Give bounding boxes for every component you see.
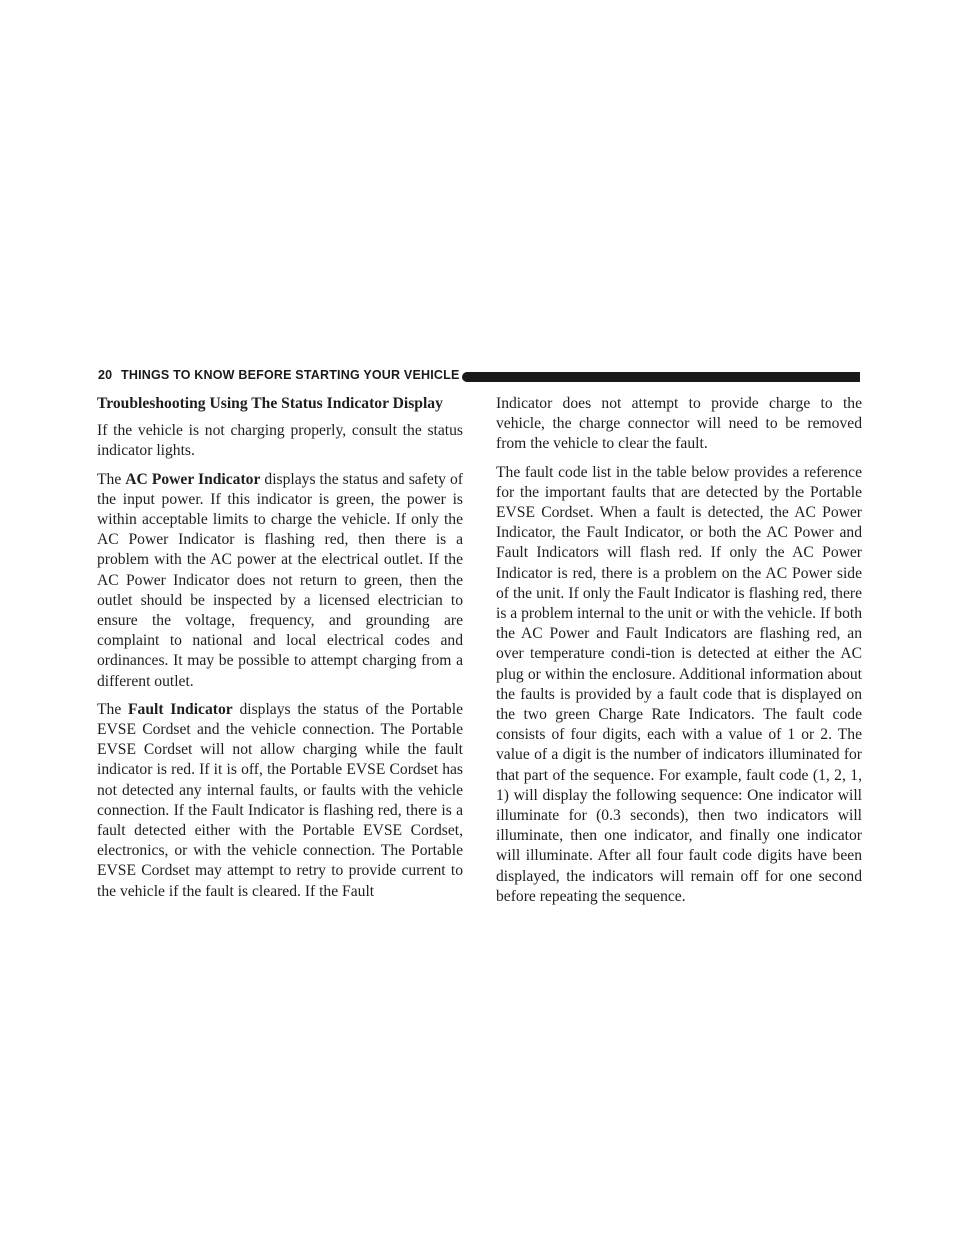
fault-prefix: The: [97, 700, 129, 718]
ac-power-paragraph: [97, 470, 463, 692]
header-rule-bar: [462, 372, 860, 382]
ac-power-prefix: The: [97, 470, 126, 488]
fault-indicator-paragraph: [97, 700, 463, 902]
page-number: 20: [98, 368, 113, 382]
fault-code-paragraph: The fault code list in the table below provides a reference for the important faults that are detected by the Portable EVSE Cordset. When a fault is detected, the AC Power Indicator, the Fault Indicator, or both the AC Power and Fault Indicators will flash red. If only the AC Power Indicator is red, there is a problem on the AC Power side of the unit. If only the Fault Indicator is flashing red, there is a problem internal to the unit or with the vehicle. If both the AC Power and Fault Indicators are flashing red, an over temperature condi-tion is detected at either the AC plug or within the enclosure. Additional information about the faults is provided by a fault code that is displayed on the two green Charge Rate Indicators. The fault code consists of four digits, each with a value of 1 or 2. The value of a digit is the number of indicators illuminated for that part of the sequence. For example, fault code (1, 2, 1, 1) will display the following sequence: One indicator will illuminate for (0.3 seconds), then two indicators will illuminate, then one indicator, and finally one indicator will illuminate. After all four fault code digits have been displayed, the indicators will remain off for one second before repeating the sequence.: [496, 463, 862, 905]
fault-body: displays the status of the Portable EVSE Cordset and the vehicle connection. The Portable EVSE Cordset will not allow charging while the fault indicator is red. If it is off, the Portable EVSE Cordset has not detected any internal faults, or faults with the vehicle connection. If the Fault Indicator is flashing red, there is a fault detected either with the Portable EVSE Cordset, electronics, or with the vehicle connection. The Portable EVSE Cordset may attempt to retry to provide current to the vehicle if the fault is cleared. If the Fault: [97, 700, 463, 900]
continuation-paragraph: Indicator does not attempt to provide charge to the vehicle, the charge connector will need to be removed from the vehicle to clear the fault.: [496, 395, 862, 453]
intro-paragraph: If the vehicle is not charging properly, consult the status indicator lights.: [97, 422, 463, 460]
section-title: THINGS TO KNOW BEFORE STARTING YOUR VEHICLE: [121, 368, 460, 382]
fault-term: Fault Indicator: [128, 700, 233, 718]
page-header: [98, 366, 860, 386]
ac-power-body: displays the status and safety of the input power. If this indicator is green, the power is within acceptable limits to charge the vehicle. If only the AC Power Indicator is flashing red, then there is a problem with the AC power at the electrical outlet. If the AC Power Indicator does not return to green, then the outlet should be inspected by a licensed electrician to ensure the voltage, frequency, and grounding are complaint to national and local electrical codes and ordinances. It may be possible to attempt charging from a different outlet.: [97, 470, 463, 690]
section-heading: Troubleshooting Using The Status Indicator Display: [97, 395, 443, 412]
right-column: [496, 394, 862, 915]
left-column: [97, 394, 463, 910]
ac-power-term: AC Power Indicator: [125, 470, 261, 488]
